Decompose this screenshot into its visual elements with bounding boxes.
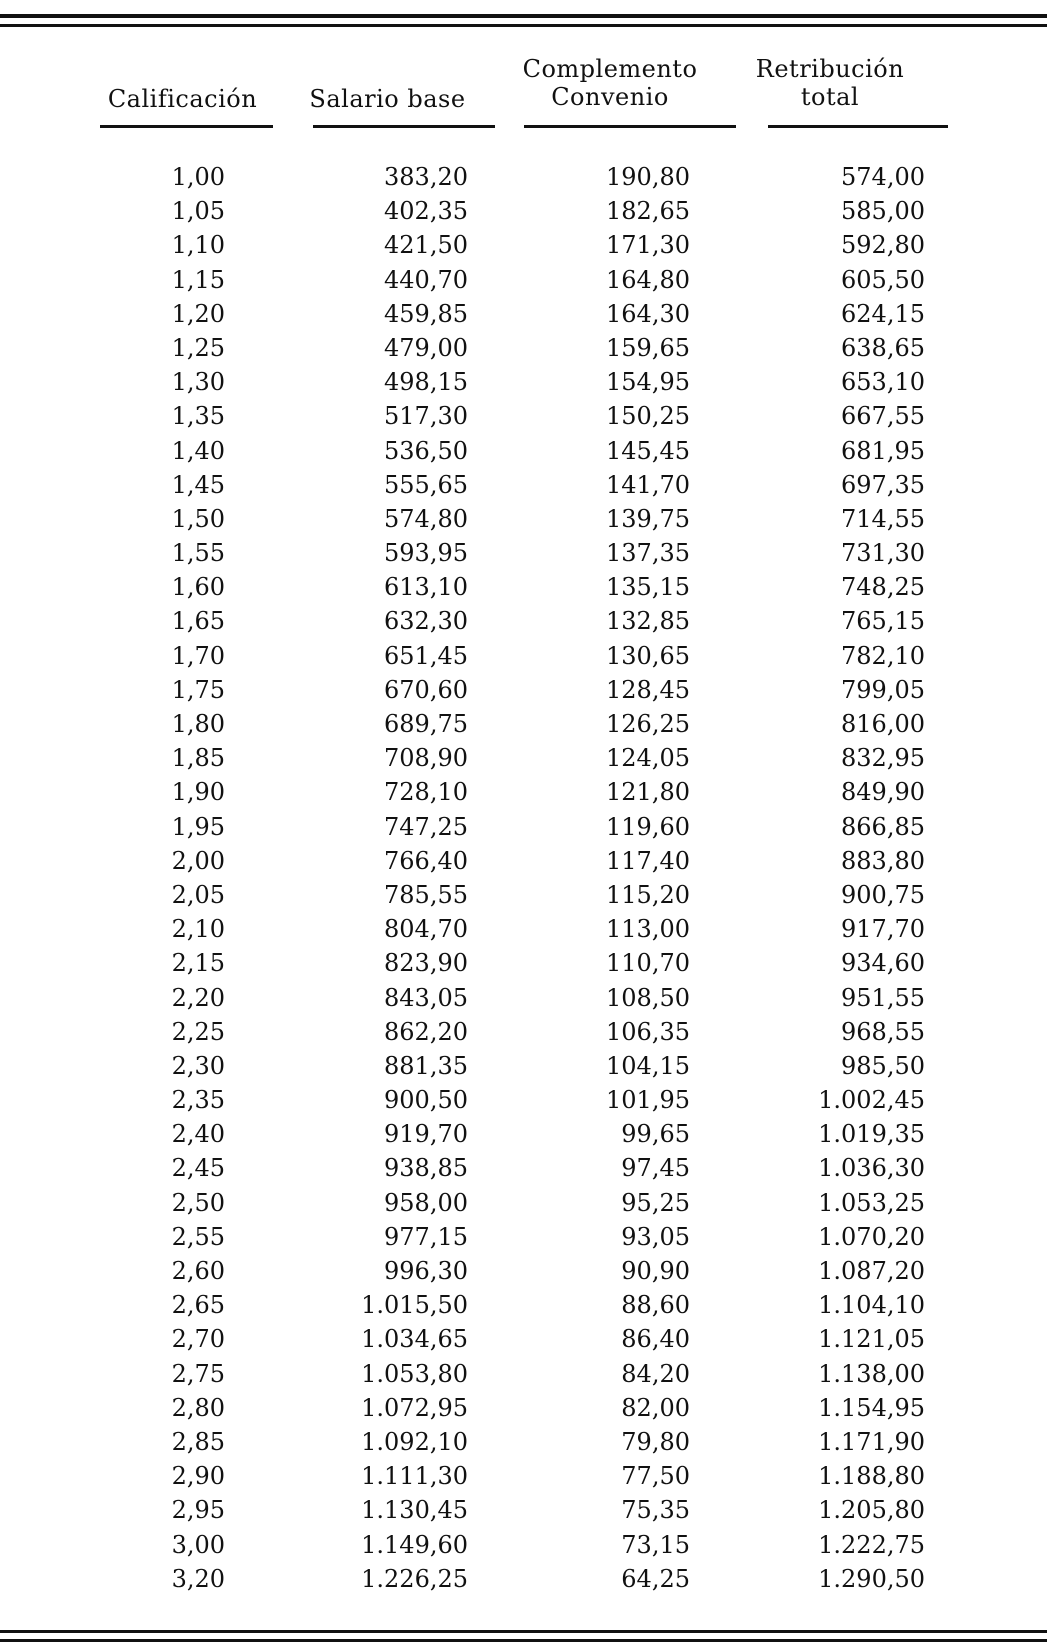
salario-base-cell: 689,75 <box>384 710 468 738</box>
retribucion-total-cell: 1.290,50 <box>818 1564 925 1593</box>
calificacion-cell: 3,00 <box>171 1530 225 1559</box>
table-row <box>0 1015 1047 1049</box>
top-double-rule-upper <box>0 14 1047 18</box>
table-row <box>0 331 1047 365</box>
retribucion-total-cell: 883,80 <box>841 846 925 875</box>
table-row <box>0 981 1047 1015</box>
complemento-convenio-cell: 190,80 <box>606 163 690 191</box>
retribucion-total-cell: 1.188,80 <box>818 1462 925 1491</box>
salario-base-cell: 958,00 <box>384 1188 468 1217</box>
salario-base-cell: 517,30 <box>384 402 468 431</box>
retribucion-total-cell: 782,10 <box>841 641 925 670</box>
complemento-convenio-cell: 128,45 <box>606 675 690 704</box>
retribucion-total-cell: 917,70 <box>841 915 925 944</box>
bottom-double-rule-lower <box>0 1639 1047 1642</box>
calificacion-cell: 1,95 <box>171 812 225 841</box>
header-retribucion-total: Retribución total <box>755 55 905 111</box>
table-row <box>0 1186 1047 1220</box>
table-row <box>0 194 1047 228</box>
table-row <box>0 1391 1047 1425</box>
retribucion-total-cell: 1.019,35 <box>818 1120 925 1149</box>
table-row <box>0 775 1047 809</box>
calificacion-cell: 1,45 <box>171 470 225 499</box>
calificacion-cell: 2,85 <box>171 1427 225 1456</box>
salario-base-cell: 402,35 <box>384 197 468 226</box>
complemento-convenio-cell: 82,00 <box>621 1393 690 1422</box>
calificacion-cell: 1,20 <box>171 299 225 328</box>
salario-base-cell: 728,10 <box>384 778 468 807</box>
retribucion-total-cell: 1.222,75 <box>818 1530 925 1559</box>
salario-base-cell: 938,85 <box>384 1154 468 1183</box>
calificacion-cell: 2,45 <box>171 1154 225 1183</box>
complemento-convenio-cell: 121,80 <box>606 778 690 807</box>
table-row <box>0 673 1047 707</box>
salario-base-cell: 498,15 <box>384 368 468 397</box>
complemento-convenio-cell: 182,65 <box>606 197 690 226</box>
complemento-convenio-cell: 115,20 <box>606 880 690 909</box>
retribucion-total-cell: 574,00 <box>841 163 925 191</box>
table-row <box>0 878 1047 912</box>
calificacion-cell: 1,35 <box>171 402 225 431</box>
table-row <box>0 570 1047 604</box>
salario-base-cell: 823,90 <box>384 949 468 978</box>
retribucion-total-cell: 697,35 <box>841 470 925 499</box>
retribucion-total-cell: 1.154,95 <box>818 1393 925 1422</box>
salario-base-cell: 919,70 <box>384 1120 468 1149</box>
table-row <box>0 160 1047 194</box>
complemento-convenio-cell: 86,40 <box>621 1325 690 1354</box>
calificacion-cell: 2,20 <box>171 983 225 1012</box>
calificacion-cell: 1,60 <box>171 573 225 602</box>
table-row <box>0 1288 1047 1322</box>
table-row <box>0 1357 1047 1391</box>
salario-base-cell: 632,30 <box>384 607 468 636</box>
table-row <box>0 912 1047 946</box>
table-row <box>0 946 1047 980</box>
retribucion-total-cell: 1.138,00 <box>818 1359 925 1388</box>
table-row <box>0 434 1047 468</box>
salario-base-cell: 1.015,50 <box>361 1291 468 1320</box>
table-row <box>0 365 1047 399</box>
salario-base-cell: 1.149,60 <box>361 1530 468 1559</box>
retribucion-total-cell: 799,05 <box>841 675 925 704</box>
table-row <box>0 1459 1047 1493</box>
complemento-convenio-cell: 88,60 <box>621 1291 690 1320</box>
retribucion-total-cell: 968,55 <box>841 1017 925 1046</box>
table-body <box>0 160 1047 1596</box>
retribucion-total-cell: 624,15 <box>841 299 925 328</box>
salario-base-cell: 977,15 <box>384 1222 468 1251</box>
calificacion-cell: 1,85 <box>171 744 225 773</box>
complemento-convenio-cell: 101,95 <box>606 1086 690 1115</box>
calificacion-cell: 2,10 <box>171 915 225 944</box>
header-calificacion: Calificación <box>107 85 258 113</box>
complemento-convenio-cell: 126,25 <box>606 710 690 738</box>
salario-base-cell: 785,55 <box>384 880 468 909</box>
complemento-convenio-cell: 150,25 <box>606 402 690 431</box>
table-row <box>0 1083 1047 1117</box>
calificacion-cell: 2,30 <box>171 1051 225 1080</box>
calificacion-cell: 2,70 <box>171 1325 225 1354</box>
retribucion-total-cell: 1.002,45 <box>818 1086 925 1115</box>
salario-base-cell: 479,00 <box>384 333 468 362</box>
salario-base-cell: 383,20 <box>384 163 468 191</box>
bottom-double-rule-upper <box>0 1630 1047 1633</box>
salario-base-cell: 593,95 <box>384 539 468 568</box>
calificacion-cell: 1,75 <box>171 675 225 704</box>
complemento-convenio-cell: 113,00 <box>606 915 690 944</box>
retribucion-total-cell: 1.171,90 <box>818 1427 925 1456</box>
salario-base-cell: 747,25 <box>384 812 468 841</box>
calificacion-cell: 1,50 <box>171 504 225 533</box>
complemento-convenio-cell: 64,25 <box>621 1564 690 1593</box>
complemento-convenio-cell: 171,30 <box>606 231 690 260</box>
salario-base-cell: 1.034,65 <box>361 1325 468 1354</box>
complemento-convenio-cell: 139,75 <box>606 504 690 533</box>
calificacion-cell: 2,25 <box>171 1017 225 1046</box>
header-underline <box>768 125 948 128</box>
retribucion-total-cell: 585,00 <box>841 197 925 226</box>
retribucion-total-cell: 653,10 <box>841 368 925 397</box>
complemento-convenio-cell: 137,35 <box>606 539 690 568</box>
salario-base-cell: 421,50 <box>384 231 468 260</box>
calificacion-cell: 1,10 <box>171 231 225 260</box>
calificacion-cell: 3,20 <box>171 1564 225 1593</box>
salario-base-cell: 459,85 <box>384 299 468 328</box>
salario-base-cell: 670,60 <box>384 675 468 704</box>
table-row <box>0 810 1047 844</box>
table-row <box>0 707 1047 741</box>
salario-base-cell: 613,10 <box>384 573 468 602</box>
salario-base-cell: 900,50 <box>384 1086 468 1115</box>
calificacion-cell: 1,70 <box>171 641 225 670</box>
table-row <box>0 1425 1047 1459</box>
retribucion-total-cell: 681,95 <box>841 436 925 465</box>
complemento-convenio-cell: 84,20 <box>621 1359 690 1388</box>
retribucion-total-cell: 951,55 <box>841 983 925 1012</box>
complemento-convenio-cell: 73,15 <box>621 1530 690 1559</box>
calificacion-cell: 2,65 <box>171 1291 225 1320</box>
complemento-convenio-cell: 90,90 <box>621 1257 690 1285</box>
calificacion-cell: 1,65 <box>171 607 225 636</box>
top-double-rule-lower <box>0 24 1047 27</box>
salario-base-cell: 440,70 <box>384 265 468 294</box>
header-complemento-convenio: Complemento Convenio <box>522 55 698 111</box>
table-row <box>0 263 1047 297</box>
salario-base-cell: 651,45 <box>384 641 468 670</box>
header-underline <box>313 125 495 128</box>
retribucion-total-cell: 592,80 <box>841 231 925 260</box>
retribucion-total-cell: 1.036,30 <box>818 1154 925 1183</box>
table-row <box>0 1049 1047 1083</box>
salario-base-cell: 843,05 <box>384 983 468 1012</box>
salario-base-cell: 1.130,45 <box>361 1496 468 1525</box>
complemento-convenio-cell: 110,70 <box>606 949 690 978</box>
retribucion-total-cell: 605,50 <box>841 265 925 294</box>
complemento-convenio-cell: 164,80 <box>606 265 690 294</box>
calificacion-cell: 2,55 <box>171 1222 225 1251</box>
retribucion-total-cell: 1.070,20 <box>818 1222 925 1251</box>
retribucion-total-cell: 667,55 <box>841 402 925 431</box>
complemento-convenio-cell: 145,45 <box>606 436 690 465</box>
calificacion-cell: 2,00 <box>171 846 225 875</box>
retribucion-total-cell: 765,15 <box>841 607 925 636</box>
complemento-convenio-cell: 75,35 <box>621 1496 690 1525</box>
calificacion-cell: 1,55 <box>171 539 225 568</box>
complemento-convenio-cell: 119,60 <box>606 812 690 841</box>
calificacion-cell: 2,75 <box>171 1359 225 1388</box>
complemento-convenio-cell: 124,05 <box>606 744 690 773</box>
complemento-convenio-cell: 108,50 <box>606 983 690 1012</box>
calificacion-cell: 1,90 <box>171 778 225 807</box>
header-underline <box>524 125 736 128</box>
table-row <box>0 502 1047 536</box>
retribucion-total-cell: 1.053,25 <box>818 1188 925 1217</box>
table-row <box>0 1562 1047 1596</box>
table-row <box>0 228 1047 262</box>
calificacion-cell: 2,05 <box>171 880 225 909</box>
calificacion-cell: 2,50 <box>171 1188 225 1217</box>
retribucion-total-cell: 1.121,05 <box>818 1325 925 1354</box>
salario-base-cell: 804,70 <box>384 915 468 944</box>
salario-base-cell: 1.092,10 <box>361 1427 468 1456</box>
calificacion-cell: 2,80 <box>171 1393 225 1422</box>
complemento-convenio-cell: 164,30 <box>606 299 690 328</box>
salario-base-cell: 862,20 <box>384 1017 468 1046</box>
retribucion-total-cell: 731,30 <box>841 539 925 568</box>
calificacion-cell: 2,35 <box>171 1086 225 1115</box>
salario-base-cell: 996,30 <box>384 1257 468 1285</box>
retribucion-total-cell: 714,55 <box>841 504 925 533</box>
table-row <box>0 1254 1047 1288</box>
salario-base-cell: 1.226,25 <box>361 1564 468 1593</box>
complemento-convenio-cell: 79,80 <box>621 1427 690 1456</box>
calificacion-cell: 2,60 <box>171 1257 225 1285</box>
calificacion-cell: 2,15 <box>171 949 225 978</box>
salario-base-cell: 1.072,95 <box>361 1393 468 1422</box>
complemento-convenio-cell: 141,70 <box>606 470 690 499</box>
salario-base-cell: 766,40 <box>384 846 468 875</box>
complemento-convenio-cell: 130,65 <box>606 641 690 670</box>
retribucion-total-cell: 866,85 <box>841 812 925 841</box>
table-row <box>0 1322 1047 1356</box>
calificacion-cell: 1,00 <box>171 163 225 191</box>
table-row <box>0 741 1047 775</box>
calificacion-cell: 2,90 <box>171 1462 225 1491</box>
complemento-convenio-cell: 77,50 <box>621 1462 690 1491</box>
header-salario-base: Salario base <box>309 85 466 113</box>
calificacion-cell: 1,25 <box>171 333 225 362</box>
complemento-convenio-cell: 97,45 <box>621 1154 690 1183</box>
complemento-convenio-cell: 135,15 <box>606 573 690 602</box>
complemento-convenio-cell: 106,35 <box>606 1017 690 1046</box>
calificacion-cell: 1,05 <box>171 197 225 226</box>
calificacion-cell: 1,15 <box>171 265 225 294</box>
retribucion-total-cell: 1.205,80 <box>818 1496 925 1525</box>
complemento-convenio-cell: 99,65 <box>621 1120 690 1149</box>
table-row <box>0 468 1047 502</box>
calificacion-cell: 2,95 <box>171 1496 225 1525</box>
calificacion-cell: 1,30 <box>171 368 225 397</box>
salario-base-cell: 881,35 <box>384 1051 468 1080</box>
table-row <box>0 297 1047 331</box>
complemento-convenio-cell: 159,65 <box>606 333 690 362</box>
calificacion-cell: 1,40 <box>171 436 225 465</box>
table-row <box>0 1151 1047 1185</box>
retribucion-total-cell: 1.104,10 <box>818 1291 925 1320</box>
table-row <box>0 1220 1047 1254</box>
calificacion-cell: 1,80 <box>171 710 225 738</box>
complemento-convenio-cell: 104,15 <box>606 1051 690 1080</box>
salario-base-cell: 1.111,30 <box>361 1462 468 1491</box>
table-row <box>0 639 1047 673</box>
complemento-convenio-cell: 154,95 <box>606 368 690 397</box>
complemento-convenio-cell: 95,25 <box>621 1188 690 1217</box>
salario-base-cell: 1.053,80 <box>361 1359 468 1388</box>
calificacion-cell: 2,40 <box>171 1120 225 1149</box>
table-row <box>0 1493 1047 1527</box>
complemento-convenio-cell: 93,05 <box>621 1222 690 1251</box>
table-row <box>0 844 1047 878</box>
retribucion-total-cell: 900,75 <box>841 880 925 909</box>
table-row <box>0 604 1047 638</box>
complemento-convenio-cell: 132,85 <box>606 607 690 636</box>
complemento-convenio-cell: 117,40 <box>606 846 690 875</box>
salario-base-cell: 555,65 <box>384 470 468 499</box>
salario-base-cell: 574,80 <box>384 504 468 533</box>
retribucion-total-cell: 934,60 <box>841 949 925 978</box>
retribucion-total-cell: 985,50 <box>841 1051 925 1080</box>
retribucion-total-cell: 1.087,20 <box>818 1257 925 1285</box>
retribucion-total-cell: 832,95 <box>841 744 925 773</box>
table-row <box>0 1117 1047 1151</box>
salario-base-cell: 708,90 <box>384 744 468 773</box>
table-row <box>0 399 1047 433</box>
salario-base-cell: 536,50 <box>384 436 468 465</box>
retribucion-total-cell: 849,90 <box>841 778 925 807</box>
retribucion-total-cell: 748,25 <box>841 573 925 602</box>
header-underline <box>100 125 273 128</box>
retribucion-total-cell: 638,65 <box>841 333 925 362</box>
table-row <box>0 536 1047 570</box>
table-row <box>0 1528 1047 1562</box>
retribucion-total-cell: 816,00 <box>841 710 925 738</box>
